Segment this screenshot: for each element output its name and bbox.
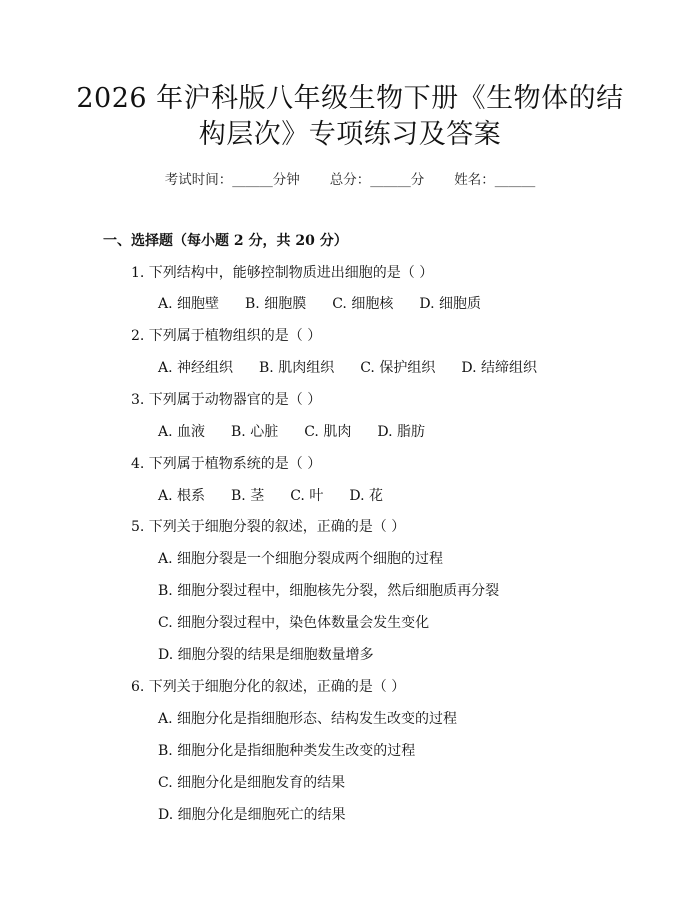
option: B. 细胞分裂过程中，细胞核先分裂，然后细胞质再分裂: [158, 583, 500, 599]
option: A. 细胞分化是指细胞形态、结构发生改变的过程: [158, 711, 458, 727]
student-name-field: 姓名：______: [454, 172, 536, 188]
exam-time-field: 考试时间：______分钟: [164, 172, 300, 188]
section-heading: 一、选择题（每小题 2 分，共 20 分）: [103, 233, 348, 249]
option: A. 神经组织: [158, 360, 234, 376]
question-stem: 4. 下列属于植物系统的是（ ）: [131, 456, 322, 472]
option: C. 保护组织: [360, 360, 436, 376]
option: D. 细胞质: [419, 296, 481, 312]
page-title-line-2: 构层次》专项练习及答案: [198, 119, 502, 150]
exam-meta: [0, 168, 700, 188]
total-score-field: 总分：______分: [329, 172, 425, 188]
question-stem: 3. 下列属于动物器官的是（ ）: [131, 392, 322, 408]
option-row: [158, 421, 451, 441]
option: D. 细胞分裂的结果是细胞数量增多: [158, 647, 374, 663]
option-row: [158, 485, 409, 505]
option: B. 细胞分化是指细胞种类发生改变的过程: [158, 743, 416, 759]
page-title-line-1: 2026 年沪科版八年级生物下册《生物体的结: [76, 83, 624, 114]
option-row: [158, 293, 507, 313]
option: B. 细胞膜: [245, 296, 307, 312]
option: A. 细胞分裂是一个细胞分裂成两个细胞的过程: [158, 551, 444, 567]
option: B. 心脏: [231, 424, 279, 440]
option: C. 细胞核: [332, 296, 394, 312]
question-stem: 2. 下列属于植物组织的是（ ）: [131, 328, 322, 344]
option: A. 血液: [158, 424, 206, 440]
option: C. 细胞分裂过程中，染色体数量会发生变化: [158, 615, 430, 631]
option: A. 细胞壁: [158, 296, 220, 312]
option: C. 肌肉: [304, 424, 352, 440]
option: A. 根系: [158, 488, 206, 504]
option: B. 茎: [231, 488, 265, 504]
option: D. 细胞分化是细胞死亡的结果: [158, 807, 346, 823]
question-stem: 6. 下列关于细胞分化的叙述，正确的是（ ）: [131, 679, 406, 695]
option: D. 花: [349, 488, 383, 504]
question-stem: 1. 下列结构中，能够控制物质进出细胞的是（ ）: [131, 265, 434, 281]
option: D. 脂肪: [377, 424, 425, 440]
option: B. 肌肉组织: [259, 360, 335, 376]
option: C. 叶: [290, 488, 324, 504]
question-stem: 5. 下列关于细胞分裂的叙述，正确的是（ ）: [131, 519, 406, 535]
option: C. 细胞分化是细胞发育的结果: [158, 775, 346, 791]
option: D. 结缔组织: [461, 360, 537, 376]
option-row: [158, 357, 563, 377]
